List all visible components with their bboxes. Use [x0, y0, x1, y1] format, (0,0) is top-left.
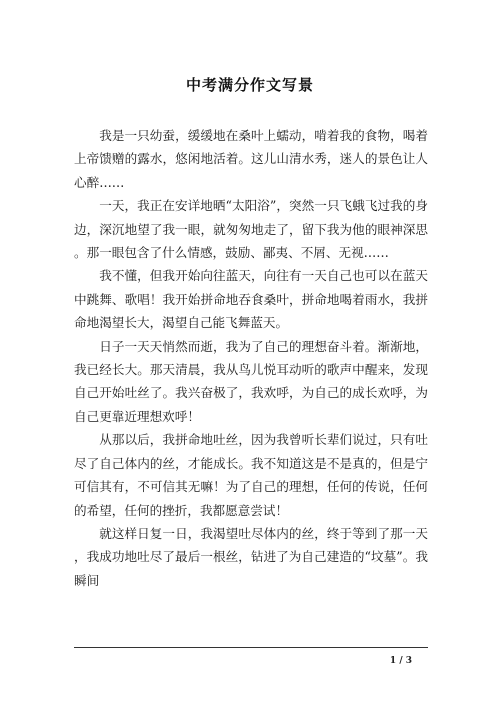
paragraph-4: 日子一天天悄然而逝，我为了自己的理想奋斗着。渐渐地，我已经长大。那天清晨，我从鸟儿悦耳动听的歌声中醒来，发现自己开始吐丝了。我兴奋极了，我欢呼，为自己的成长欢呼，为自己更靠近理想欢呼！ [74, 338, 428, 424]
paragraph-2: 一天，我正在安详地晒“太阳浴”，突然一只飞蛾飞过我的身边，深沉地望了我一眼，就匆匆地走了，留下我为他的眼神深思。那一眼包含了什么情感，鼓励、鄙夷、不屑、无视…… [74, 198, 428, 261]
page-number: 1 / 3 [389, 656, 412, 666]
footer-divider [74, 647, 428, 648]
document-title: 中考满分作文写景 [185, 76, 314, 94]
paragraph-3: 我不懂，但我开始向往蓝天，向往有一天自己也可以在蓝天中跳舞、歌唱！我开始拼命地吞食桑叶，拼命地喝着雨水，我拼命地渴望长大，渴望自己能飞舞蓝天。 [74, 268, 428, 331]
document-body [74, 124, 428, 592]
paragraph-1: 我是一只幼蚕，缓缓地在桑叶上蠕动，啃着我的食物，喝着上帝馈赠的露水，悠闲地活着。这儿山清水秀，迷人的景色让人心醉…… [74, 128, 428, 190]
paragraph-6: 就这样日复一日，我渴望吐尽体内的丝，终于等到了那一天，我成功地吐尽了最后一根丝，钻进了为自己建造的“坟墓”。我瞬间 [74, 525, 428, 588]
paragraph-5: 从那以后，我拼命地吐丝，因为我曾听长辈们说过，只有吐尽了自己体内的丝，才能成长。我不知道这是不是真的，但是宁可信其有，不可信其无嘛！为了自己的理想，任何的传说，任何的希望，任何的挫折，我都愿意尝试！ [74, 432, 428, 518]
